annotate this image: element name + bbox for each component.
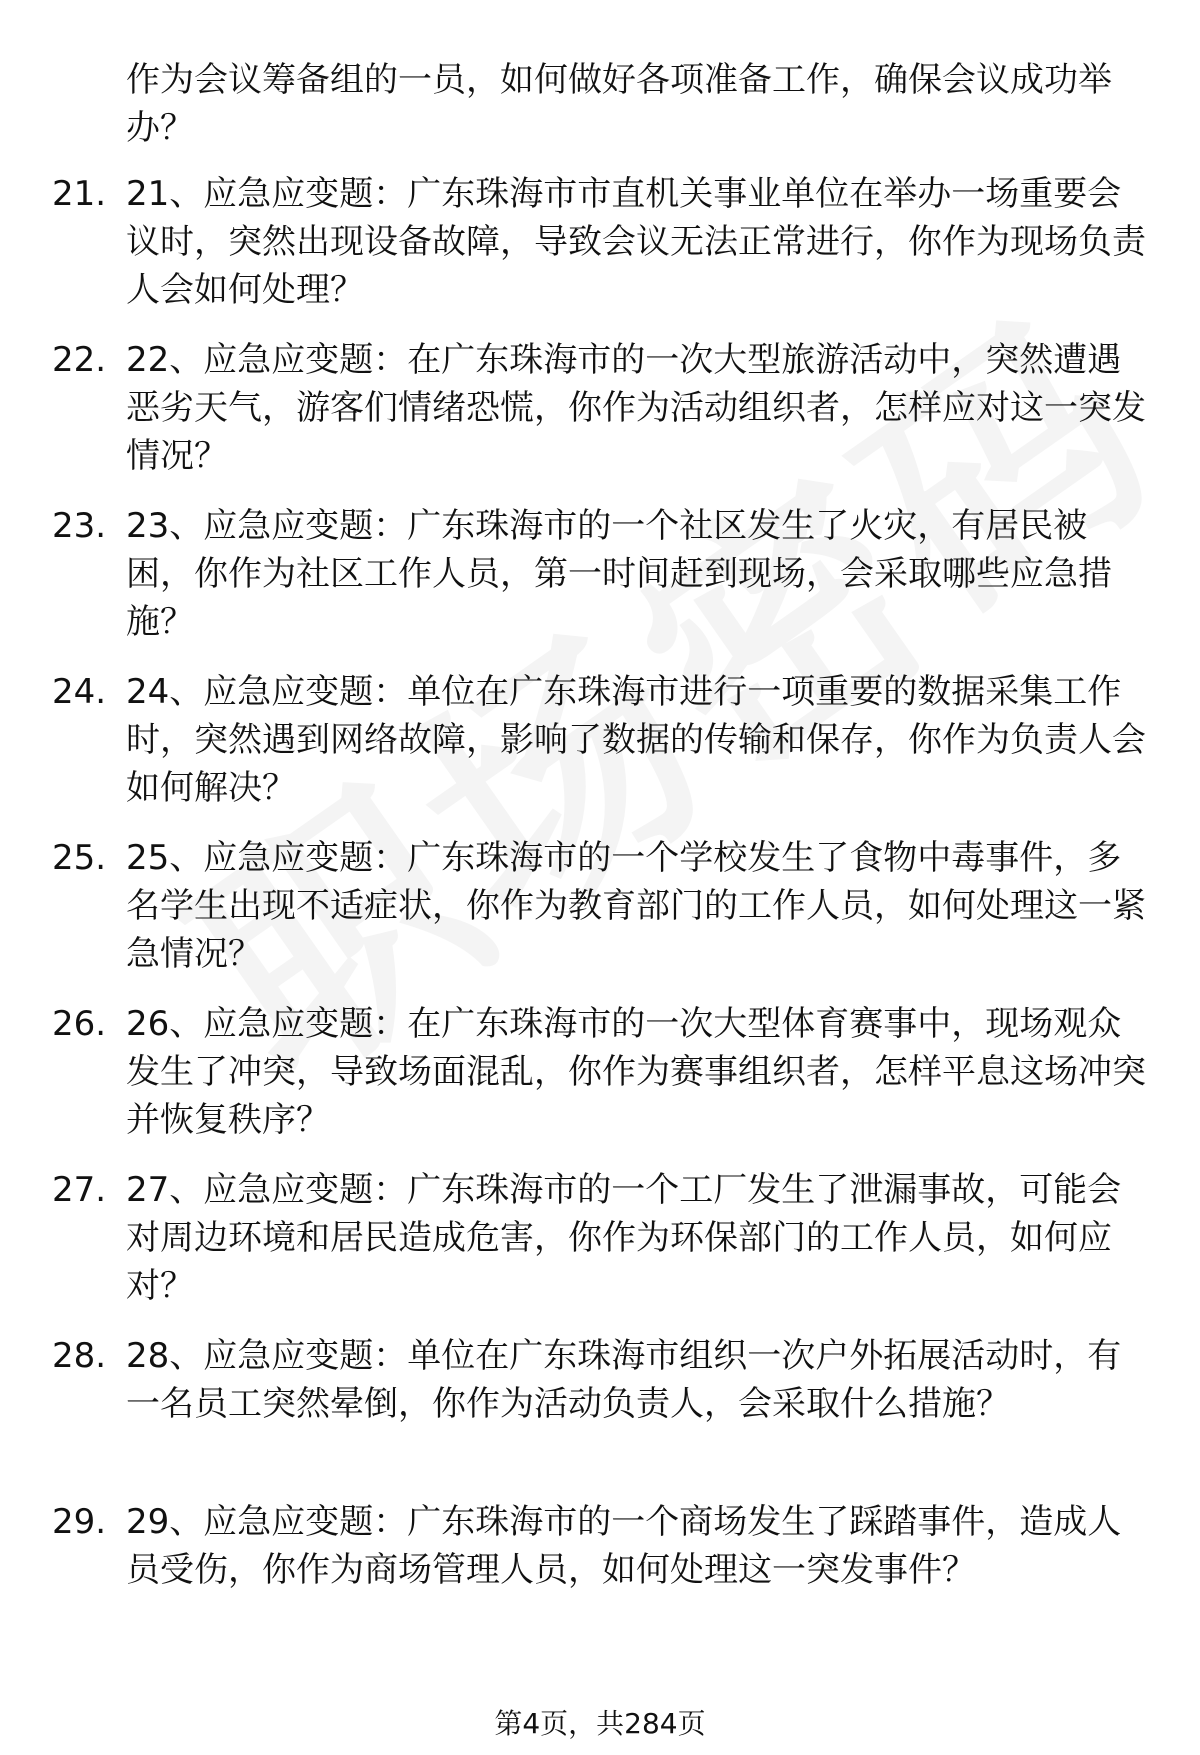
question-text: 23、应急应变题：广东珠海市的一个社区发生了火灾，有居民被困，你作为社区工作人员，第一时间赶到现场，会采取哪些应急措施？ <box>126 506 1112 642</box>
question-item <box>0 336 1200 496</box>
question-number: 23. <box>52 506 107 546</box>
question-text: 25、应急应变题：广东珠海市的一个学校发生了食物中毒事件，多名学生出现不适症状，你作为教育部门的工作人员，如何处理这一紧急情况？ <box>126 838 1146 974</box>
page-footer: 第4页，共284页 <box>494 1707 706 1740</box>
question-text: 26、应急应变题：在广东珠海市的一次大型体育赛事中，现场观众发生了冲突，导致场面混乱，你作为赛事组织者，怎样平息这场冲突并恢复秩序？ <box>126 1004 1146 1140</box>
continuation-paragraph: 作为会议筹备组的一员，如何做好各项准备工作，确保会议成功举办？ <box>126 60 1112 148</box>
question-text: 24、应急应变题：单位在广东珠海市进行一项重要的数据采集工作时，突然遇到网络故障，影响了数据的传输和保存，你作为负责人会如何解决？ <box>126 672 1146 808</box>
question-item <box>0 1332 1200 1492</box>
question-number: 27. <box>52 1170 107 1210</box>
question-number: 21. <box>52 174 107 214</box>
question-item <box>0 1166 1200 1326</box>
question-text: 27、应急应变题：广东珠海市的一个工厂发生了泄漏事故，可能会对周边环境和居民造成危害，你作为环保部门的工作人员，如何应对？ <box>126 1170 1122 1306</box>
question-number: 24. <box>52 672 107 712</box>
question-item <box>0 1498 1200 1658</box>
question-text: 22、应急应变题：在广东珠海市的一次大型旅游活动中，突然遭遇恶劣天气，游客们情绪恐慌，你作为活动组织者，怎样应对这一突发情况？ <box>126 340 1146 476</box>
question-number: 26. <box>52 1004 107 1044</box>
question-item <box>0 1000 1200 1160</box>
question-number: 29. <box>52 1502 107 1542</box>
question-item <box>0 834 1200 994</box>
question-text: 28、应急应变题：单位在广东珠海市组织一次户外拓展活动时，有一名员工突然晕倒，你作为活动负责人，会采取什么措施？ <box>126 1336 1122 1424</box>
question-item <box>0 170 1200 330</box>
question-item <box>0 502 1200 662</box>
question-number: 22. <box>52 340 107 380</box>
question-text: 29、应急应变题：广东珠海市的一个商场发生了踩踏事件，造成人员受伤，你作为商场管理人员，如何处理这一突发事件？ <box>126 1502 1122 1590</box>
question-text: 21、应急应变题：广东珠海市市直机关事业单位在举办一场重要会议时，突然出现设备故障，导致会议无法正常进行，你作为现场负责人会如何处理？ <box>126 174 1146 310</box>
question-number: 28. <box>52 1336 107 1376</box>
question-number: 25. <box>52 838 107 878</box>
question-item <box>0 668 1200 828</box>
